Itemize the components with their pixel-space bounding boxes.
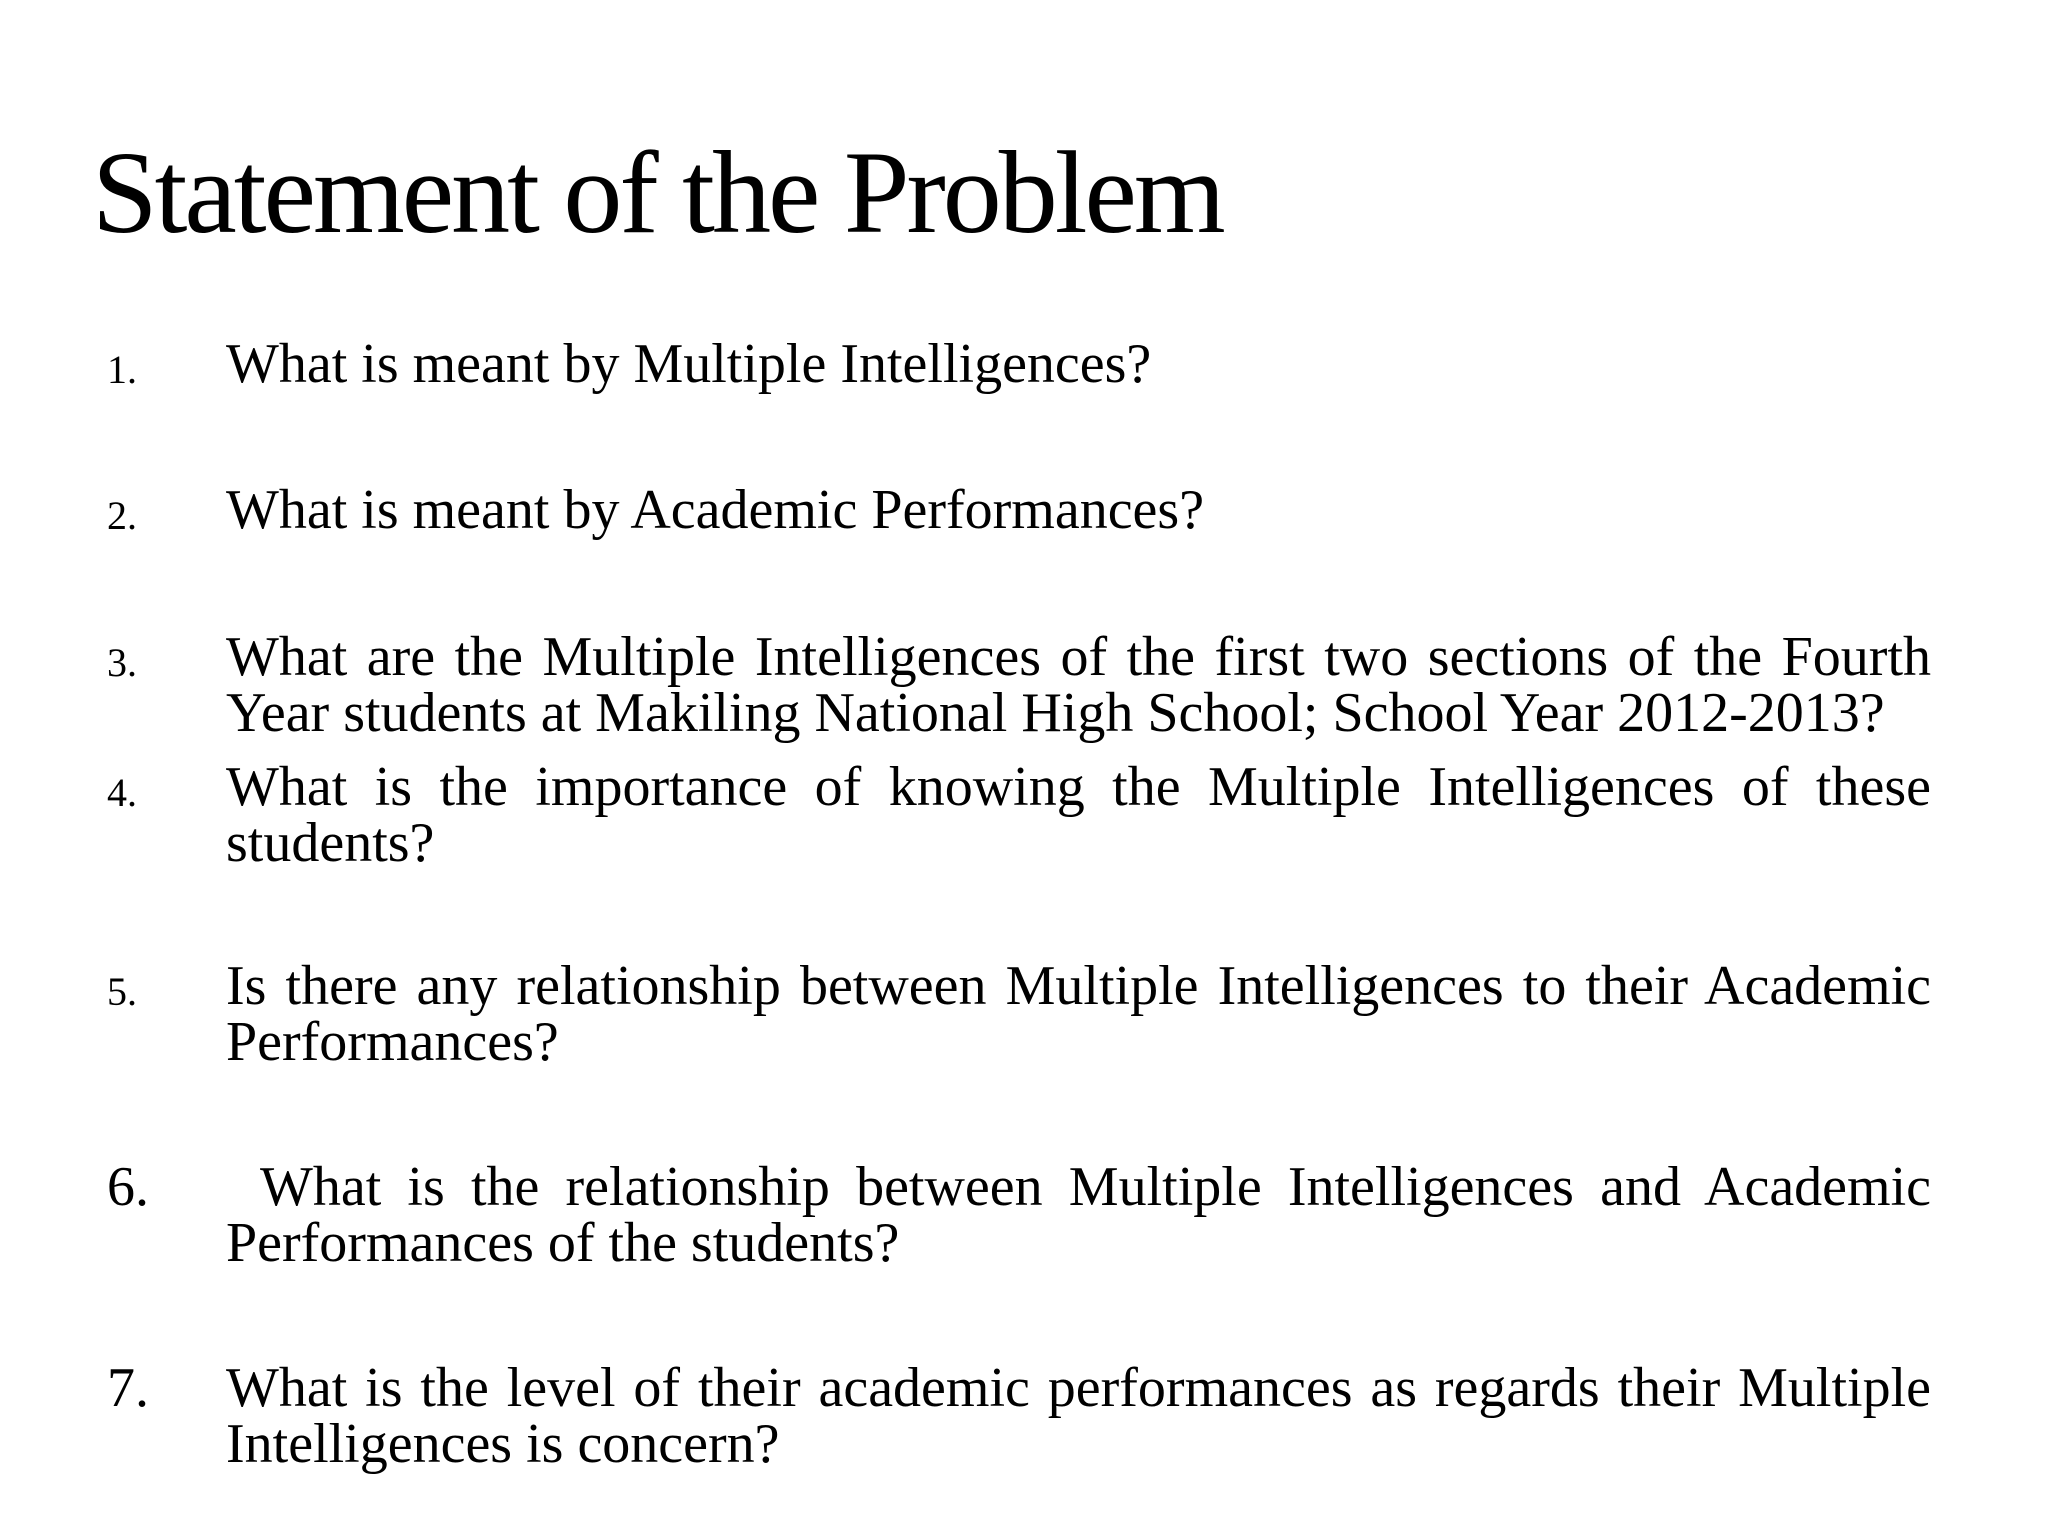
item-text: What are the Multiple Intelligences of the first two sections of the Fourth Year students at Makiling National High School; School Year 2012-2013? xyxy=(226,626,1931,744)
item-number: 3. xyxy=(107,640,137,685)
item-number: 5. xyxy=(107,969,137,1014)
item-number: 6. xyxy=(107,1156,149,1218)
item-number: 1. xyxy=(107,347,137,392)
item-text: What is meant by Multiple Intelligences? xyxy=(226,333,1152,395)
item-text: What is the importance of knowing the Multiple Intelligences of these students? xyxy=(226,756,1931,874)
slide-title: Statement of the Problem xyxy=(92,127,1223,258)
item-text: What is the level of their academic performances as regards their Multiple Intelligences is concern? xyxy=(226,1357,1931,1475)
item-text: What is the relationship between Multiple Intelligences and Academic Performances of the students? xyxy=(226,1156,1931,1274)
item-number: 4. xyxy=(107,770,137,815)
item-number: 2. xyxy=(107,493,137,538)
item-number: 7. xyxy=(107,1357,149,1419)
item-text: What is meant by Academic Performances? xyxy=(226,479,1205,541)
item-text: Is there any relationship between Multiple Intelligences to their Academic Performances? xyxy=(226,955,1931,1073)
